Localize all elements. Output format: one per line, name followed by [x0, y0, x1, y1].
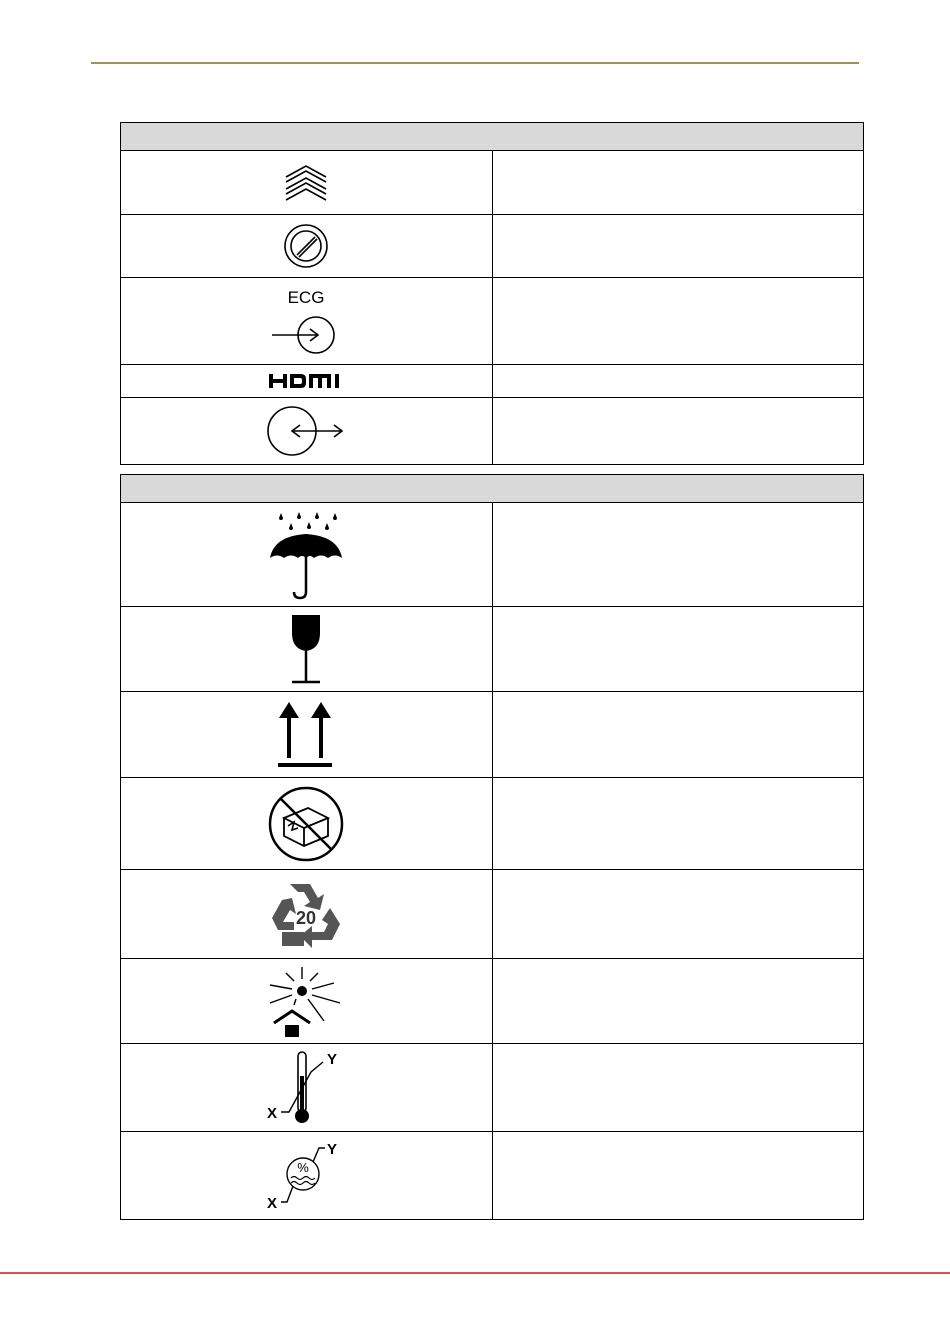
- row-description: [492, 959, 864, 1044]
- ecg-label: ECG: [287, 288, 325, 307]
- humidity-low-label: X: [267, 1194, 278, 1212]
- keep-away-from-sunlight-icon: [121, 959, 493, 1044]
- table-row: [121, 870, 864, 959]
- ecg-input-icon: [121, 278, 493, 365]
- hdmi-logo-icon: [121, 365, 493, 398]
- row-description: [492, 215, 864, 278]
- row-description: [492, 778, 864, 870]
- device-symbols-table: [120, 122, 864, 465]
- row-description: [492, 398, 864, 465]
- table-row: [121, 1132, 864, 1220]
- table-row: [121, 215, 864, 278]
- humidity-limit-icon: [121, 1132, 493, 1220]
- row-description: [492, 1044, 864, 1132]
- row-description: [492, 692, 864, 778]
- table-row: [121, 778, 864, 870]
- table-header-row: [121, 475, 864, 503]
- table-row: [121, 151, 864, 215]
- table-row: [121, 398, 864, 465]
- table-row: [121, 959, 864, 1044]
- table-row: [121, 365, 864, 398]
- circle-slash-icon: [121, 215, 493, 278]
- recycle-20-icon: [121, 870, 493, 959]
- temperature-low-label: X: [267, 1104, 278, 1122]
- humidity-percent-sign: %: [297, 1159, 310, 1175]
- packaging-symbols-table: [120, 474, 864, 1220]
- header-rule: [91, 62, 859, 64]
- row-description: [492, 278, 864, 365]
- row-description: [492, 151, 864, 215]
- fragile-glass-icon: [121, 607, 493, 692]
- keep-dry-umbrella-icon: [121, 503, 493, 607]
- row-description: [492, 607, 864, 692]
- table-header-cell: [121, 123, 864, 151]
- table-row: [121, 692, 864, 778]
- row-description: [492, 503, 864, 607]
- row-description: [492, 1132, 864, 1220]
- temperature-high-label: Y: [327, 1050, 338, 1068]
- do-not-use-if-damaged-icon: [121, 778, 493, 870]
- footer-rule: [0, 1272, 950, 1274]
- table-row: [121, 1044, 864, 1132]
- temperature-limit-icon: [121, 1044, 493, 1132]
- input-output-port-icon: [121, 398, 493, 465]
- row-description: [492, 365, 864, 398]
- table-header-cell: [121, 475, 864, 503]
- humidity-high-label: Y: [327, 1140, 338, 1158]
- table-row: [121, 607, 864, 692]
- row-description: [492, 870, 864, 959]
- this-way-up-arrows-icon: [121, 692, 493, 778]
- table-row: [121, 503, 864, 607]
- stacked-chevrons-up-icon: [121, 151, 493, 215]
- recycle-number: 20: [296, 908, 317, 928]
- table-row: [121, 278, 864, 365]
- table-header-row: [121, 123, 864, 151]
